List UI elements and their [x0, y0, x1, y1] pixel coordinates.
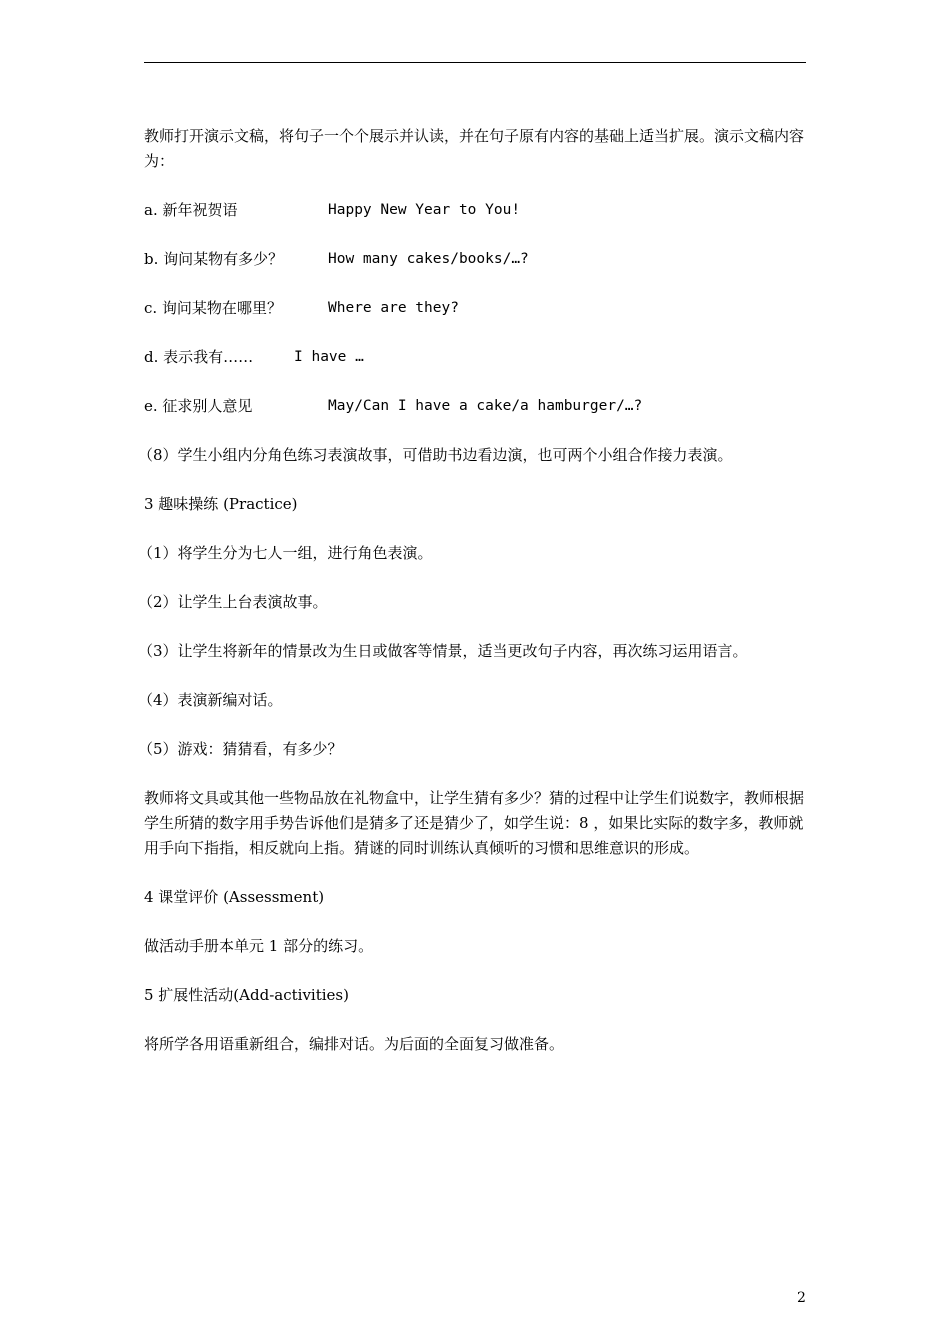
- section-5-text: 将所学各用语重新组合，编排对话。为后面的全面复习做准备。: [144, 1035, 565, 1053]
- list-item-label: d. 表示我有……: [144, 348, 254, 366]
- list-item-english: Where are they?: [328, 300, 459, 316]
- section-4-heading: 4 课堂评价 (Assessment): [144, 888, 325, 906]
- section-5-heading: 5 扩展性活动(Add-activities): [144, 986, 349, 1004]
- list-item-label: b. 询问某物有多少？: [144, 250, 284, 268]
- list-item-e: [144, 394, 808, 419]
- section-3-item-1: （1）将学生分为七人一组，进行角色表演。: [138, 544, 433, 562]
- section-3-item-4: （4）表演新编对话。: [138, 691, 283, 709]
- list-item-a: [144, 198, 808, 223]
- game-description-paragraph: 教师将文具或其他一些物品放在礼物盒中，让学生猜有多少？猜的过程中让学生们说数字，教师根据学生所猜的数字用手势告诉他们是猜多了还是猜少了，如学生说：8 ，如果比实际的数字多，教师就用手向下指指，相反就向上指。猜谜的同时训练认真倾听的习惯和思维意识的形成。: [144, 789, 805, 857]
- intro-paragraph: 教师打开演示文稿，将句子一个个展示并认读，并在句子原有内容的基础上适当扩展。演示文稿内容为：: [144, 127, 805, 170]
- list-item-label: a. 新年祝贺语: [144, 201, 238, 219]
- section-3-item-3: （3）让学生将新年的情景改为生日或做客等情景，适当更改句子内容，再次练习运用语言。: [138, 642, 748, 660]
- list-item-english: Happy New Year to You!: [328, 202, 521, 218]
- page-number: 2: [797, 1290, 806, 1306]
- list-item-english: How many cakes/books/…?: [328, 251, 529, 267]
- section-4-text: 做活动手册本单元 1 部分的练习。: [144, 937, 374, 955]
- section-3-item-2: （2）让学生上台表演故事。: [138, 593, 328, 611]
- document-body: [138, 124, 808, 1081]
- list-item-label: c. 询问某物在哪里？: [144, 299, 282, 317]
- header-rule: [144, 62, 806, 63]
- list-item-b: [144, 247, 808, 272]
- list-item-d: [144, 345, 808, 370]
- list-item-label: e. 征求别人意见: [144, 397, 253, 415]
- list-item-english: May/Can I have a cake/a hamburger/…?: [328, 398, 643, 414]
- section-3-heading: 3 趣味操练 (Practice): [144, 495, 298, 513]
- list-item-c: [144, 296, 808, 321]
- list-item-english: I have …: [294, 349, 364, 365]
- section-3-item-5: （5）游戏：猜猜看，有多少？: [138, 740, 343, 758]
- step-8-paragraph: （8）学生小组内分角色练习表演故事，可借助书边看边演，也可两个小组合作接力表演。: [138, 446, 733, 464]
